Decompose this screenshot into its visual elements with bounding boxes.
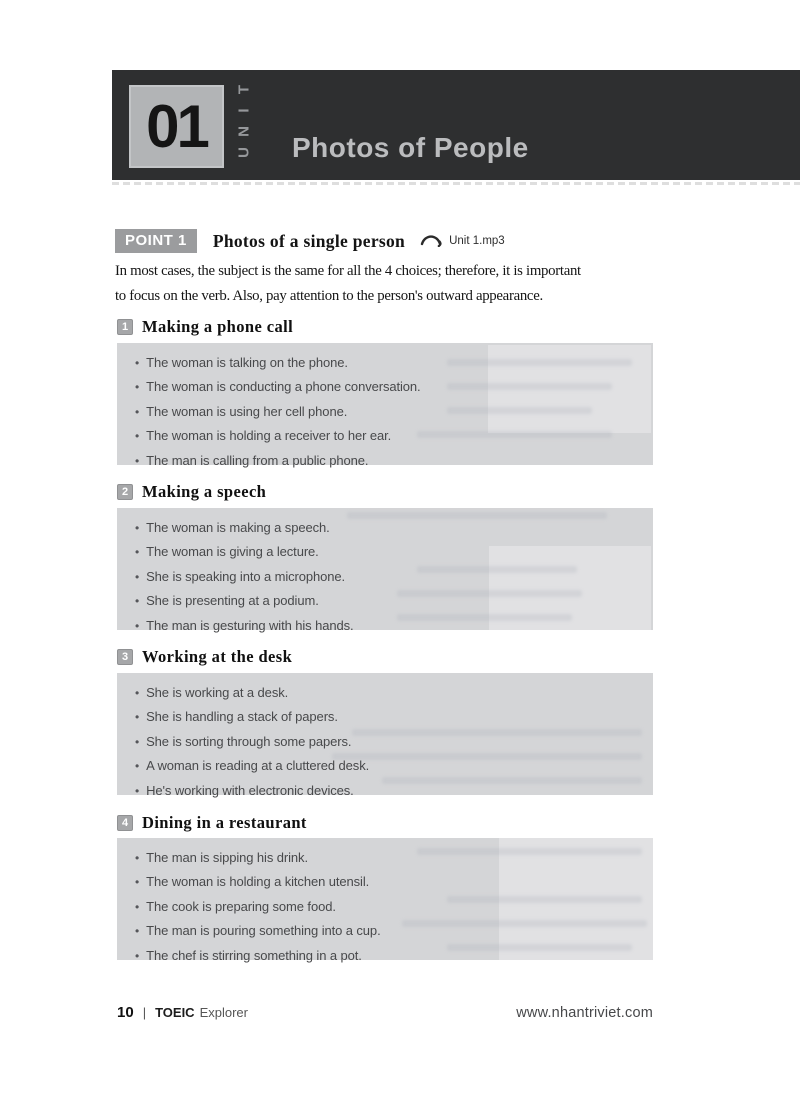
example-item: • The chef is stirring something in a pot. (135, 944, 653, 968)
section-number-badge: 3 (117, 649, 133, 665)
unit-letter: I (235, 108, 253, 113)
example-item: • He's working with electronic devices. (135, 779, 653, 803)
unit-vertical-label (236, 79, 252, 163)
example-item: • The woman is holding a receiver to her ear. (135, 424, 653, 448)
intro-line-1: In most cases, the subject is the same for all the 4 choices; therefore, it is important (115, 263, 581, 279)
headphones-icon (419, 230, 443, 252)
section-number-badge: 1 (117, 319, 133, 335)
website-url: www.nhantriviet.com (516, 1005, 653, 1021)
example-list (117, 673, 653, 803)
footer (117, 1004, 653, 1021)
example-item: • The woman is using her cell phone. (135, 400, 653, 424)
footer-separator: | (142, 1005, 147, 1020)
footer-left (117, 1004, 248, 1021)
example-panel-3 (117, 673, 653, 798)
example-item: • The cook is preparing some food. (135, 895, 653, 919)
section-title: Making a speech (142, 482, 267, 501)
example-item: • The man is calling from a public phone. (135, 449, 653, 473)
example-list (117, 343, 653, 473)
example-item: • A woman is reading at a cluttered desk. (135, 754, 653, 778)
example-item: • She is working at a desk. (135, 681, 653, 705)
series-title-regular: Explorer (199, 1005, 248, 1020)
point-badge: POINT 1 (115, 229, 197, 253)
section-number-badge: 2 (117, 484, 133, 500)
section-title: Working at the desk (142, 647, 293, 666)
example-item: • She is handling a stack of papers. (135, 705, 653, 729)
example-list (117, 838, 653, 968)
section-heading-1 (117, 317, 293, 337)
example-item: • The man is pouring something into a cup. (135, 919, 653, 943)
example-item: • The woman is making a speech. (135, 516, 653, 540)
example-panel-2 (117, 508, 653, 633)
example-item: • The woman is giving a lecture. (135, 540, 653, 564)
example-panel-4 (117, 838, 653, 963)
example-item: • She is presenting at a podium. (135, 589, 653, 613)
unit-letter: T (235, 84, 253, 95)
example-panel-1 (117, 343, 653, 468)
section-heading-3 (117, 647, 292, 667)
unit-title: Photos of People (292, 132, 529, 163)
intro-line-2: to focus on the verb. Also, pay attention to the person's outward appearance. (115, 287, 543, 304)
example-list (117, 508, 653, 638)
intro-paragraph (115, 259, 581, 308)
example-item: • The man is gesturing with his hands. (135, 614, 653, 638)
example-item: • She is speaking into a microphone. (135, 565, 653, 589)
point-heading: Photos of a single person (212, 230, 406, 251)
example-item: • The woman is conducting a phone conversation. (135, 375, 653, 399)
section-number-badge: 4 (117, 815, 133, 831)
section-heading-2 (117, 482, 266, 502)
section-heading-4 (117, 813, 307, 833)
audio-filename: Unit 1.mp3 (449, 235, 505, 247)
point-row (115, 229, 505, 253)
example-item: • The man is sipping his drink. (135, 846, 653, 870)
section-title: Making a phone call (142, 317, 294, 336)
unit-letter: N (235, 126, 253, 137)
example-item: • The woman is holding a kitchen utensil. (135, 870, 653, 894)
example-item: • She is sorting through some papers. (135, 730, 653, 754)
series-title-bold: TOEIC (155, 1005, 195, 1020)
header-divider (112, 182, 800, 185)
unit-letter: U (235, 147, 253, 158)
unit-number: 01 (146, 92, 207, 160)
example-item: • The woman is talking on the phone. (135, 351, 653, 375)
unit-number-box (129, 85, 224, 168)
page-number: 10 (117, 1004, 134, 1021)
section-title: Dining in a restaurant (142, 813, 307, 832)
unit-header-bar (112, 70, 800, 180)
